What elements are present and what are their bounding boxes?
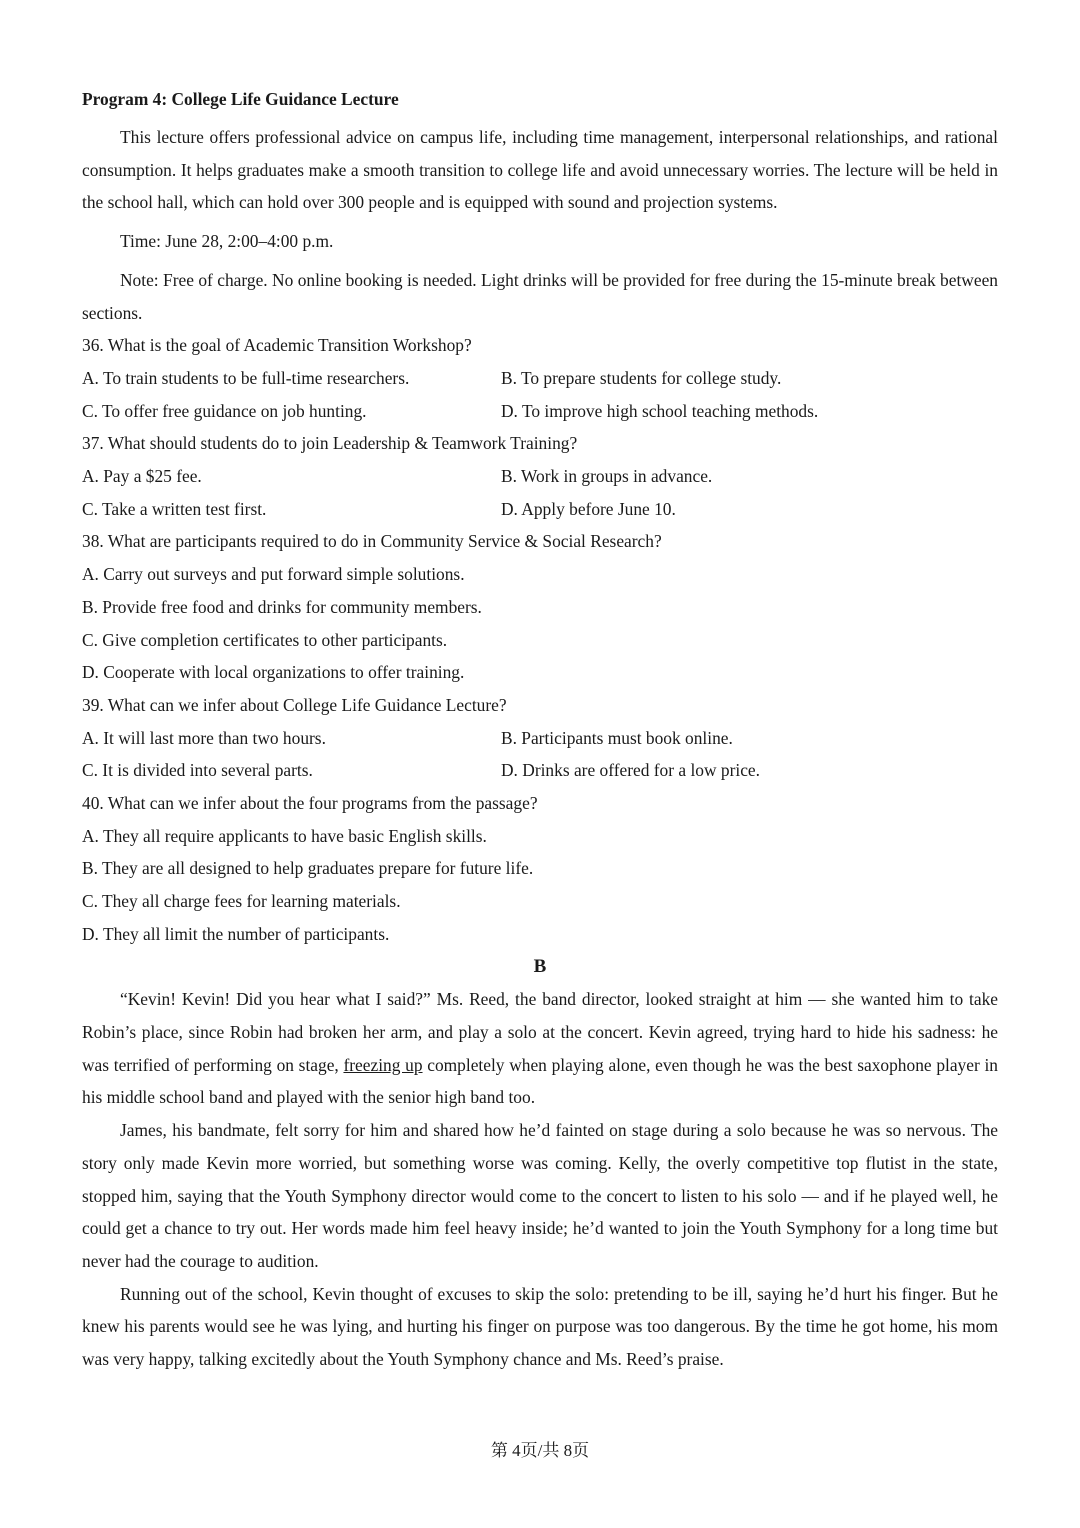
section-b-paragraph-2: James, his bandmate, felt sorry for him and shared how he’d fainted on stage during a solo because he was so nervous. The story only made Kevin more worried, but something worse was coming. Kelly, the overly competitive top flutist in the state, stopped him, saying that the Youth Symphony director would come to the concert to listen to his solo — and if he played well, he could get a chance to try out. Her words made him feel heavy inside; he’d wanted to join the Youth Symphony for a long time but never had the courage to audition. [82,1120,998,1271]
page-content [82,83,998,1376]
section-b-underlined-phrase: freezing up [343,1054,423,1075]
section-b-title: B [533,955,547,977]
question-40-option-a: A. They all require applicants to have basic English skills. [82,825,487,846]
question-38-option-c: C. Give completion certificates to other participants. [82,629,448,650]
question-39-options-row-2 [82,754,998,787]
section-b-p1-text-after: completely when playing alone, even though he was the best saxophone player in his middle school band and played with the senior high band too. [82,1054,998,1108]
question-37-stem: 37. What should students do to join Leadership & Teamwork Training? [82,433,578,454]
question-40-option-b: B. They are all designed to help graduates prepare for future life. [82,858,534,879]
program4-note: Note: Free of charge. No online booking is needed. Light drinks will be provided for free during the 15-minute break between sections. [82,269,998,323]
question-36-option-b: B. To prepare students for college study. [501,367,782,388]
question-40-option-d: D. They all limit the number of participants. [82,923,390,944]
question-37-option-b: B. Work in groups in advance. [501,466,713,487]
question-39-option-c: C. It is divided into several parts. [82,760,313,781]
question-36-options-row-2 [82,395,998,428]
question-37-options-row-2 [82,493,998,526]
question-38-option-d: D. Cooperate with local organizations to offer training. [82,662,465,683]
question-39-stem: 39. What can we infer about College Life Guidance Lecture? [82,694,507,715]
question-36-options-row-1 [82,362,998,395]
question-37-options-row-1 [82,460,998,493]
question-39-option-b: B. Participants must book online. [501,727,733,748]
question-37-option-d: D. Apply before June 10. [501,498,676,519]
question-40-option-c: C. They all charge fees for learning materials. [82,891,401,912]
program4-description: This lecture offers professional advice on campus life, including time management, interpersonal relationships, and rational consumption. It helps graduates make a smooth transition to college life and avoid unnecessary worries. The lecture will be held in the school hall, which can hold over 300 people and is equipped with sound and projection systems. [82,127,998,213]
page-number: 第 4页/共 8页 [490,1441,590,1460]
question-38-option-a: A. Carry out surveys and put forward simple solutions. [82,564,465,585]
question-37-option-a: A. Pay a $25 fee. [82,466,202,487]
section-b-paragraph-1 [82,983,998,1114]
question-37-option-c: C. Take a written test first. [82,498,267,519]
program4-title: Program 4: College Life Guidance Lecture [82,89,399,109]
question-39-option-d: D. Drinks are offered for a low price. [501,760,760,781]
question-39-options-row-1 [82,722,998,755]
question-40-stem: 40. What can we infer about the four programs from the passage? [82,793,538,814]
section-b-paragraph-3: Running out of the school, Kevin thought of excuses to skip the solo: pretending to be ill, saying he’d hurt his finger. But he knew his parents would see he was lying, and hurting his finger on purpose was too dangerous. By the time he got home, his mom was very happy, talking excitedly about the Youth Symphony chance and Ms. Reed’s praise. [82,1283,998,1370]
question-36-option-c: C. To offer free guidance on job hunting. [82,400,367,421]
section-b-p1-text-before: “Kevin! Kevin! Did you hear what I said?” Ms. Reed, the band director, looked straight at him — she wanted him to take Robin’s place, since Robin had broken her arm, and play a solo at the concert. Kevin agreed, trying hard to hide his sadness: he was terrified of performing on stage, [82,989,998,1075]
question-38-stem: 38. What are participants required to do in Community Service & Social Research? [82,531,662,552]
question-36-option-d: D. To improve high school teaching methods. [501,400,819,421]
program4-time: Time: June 28, 2:00–4:00 p.m. [120,231,334,252]
question-39-option-a: A. It will last more than two hours. [82,727,326,748]
question-36-option-a: A. To train students to be full-time researchers. [82,367,410,388]
question-36-stem: 36. What is the goal of Academic Transition Workshop? [82,335,472,356]
question-38-option-b: B. Provide free food and drinks for community members. [82,596,482,617]
